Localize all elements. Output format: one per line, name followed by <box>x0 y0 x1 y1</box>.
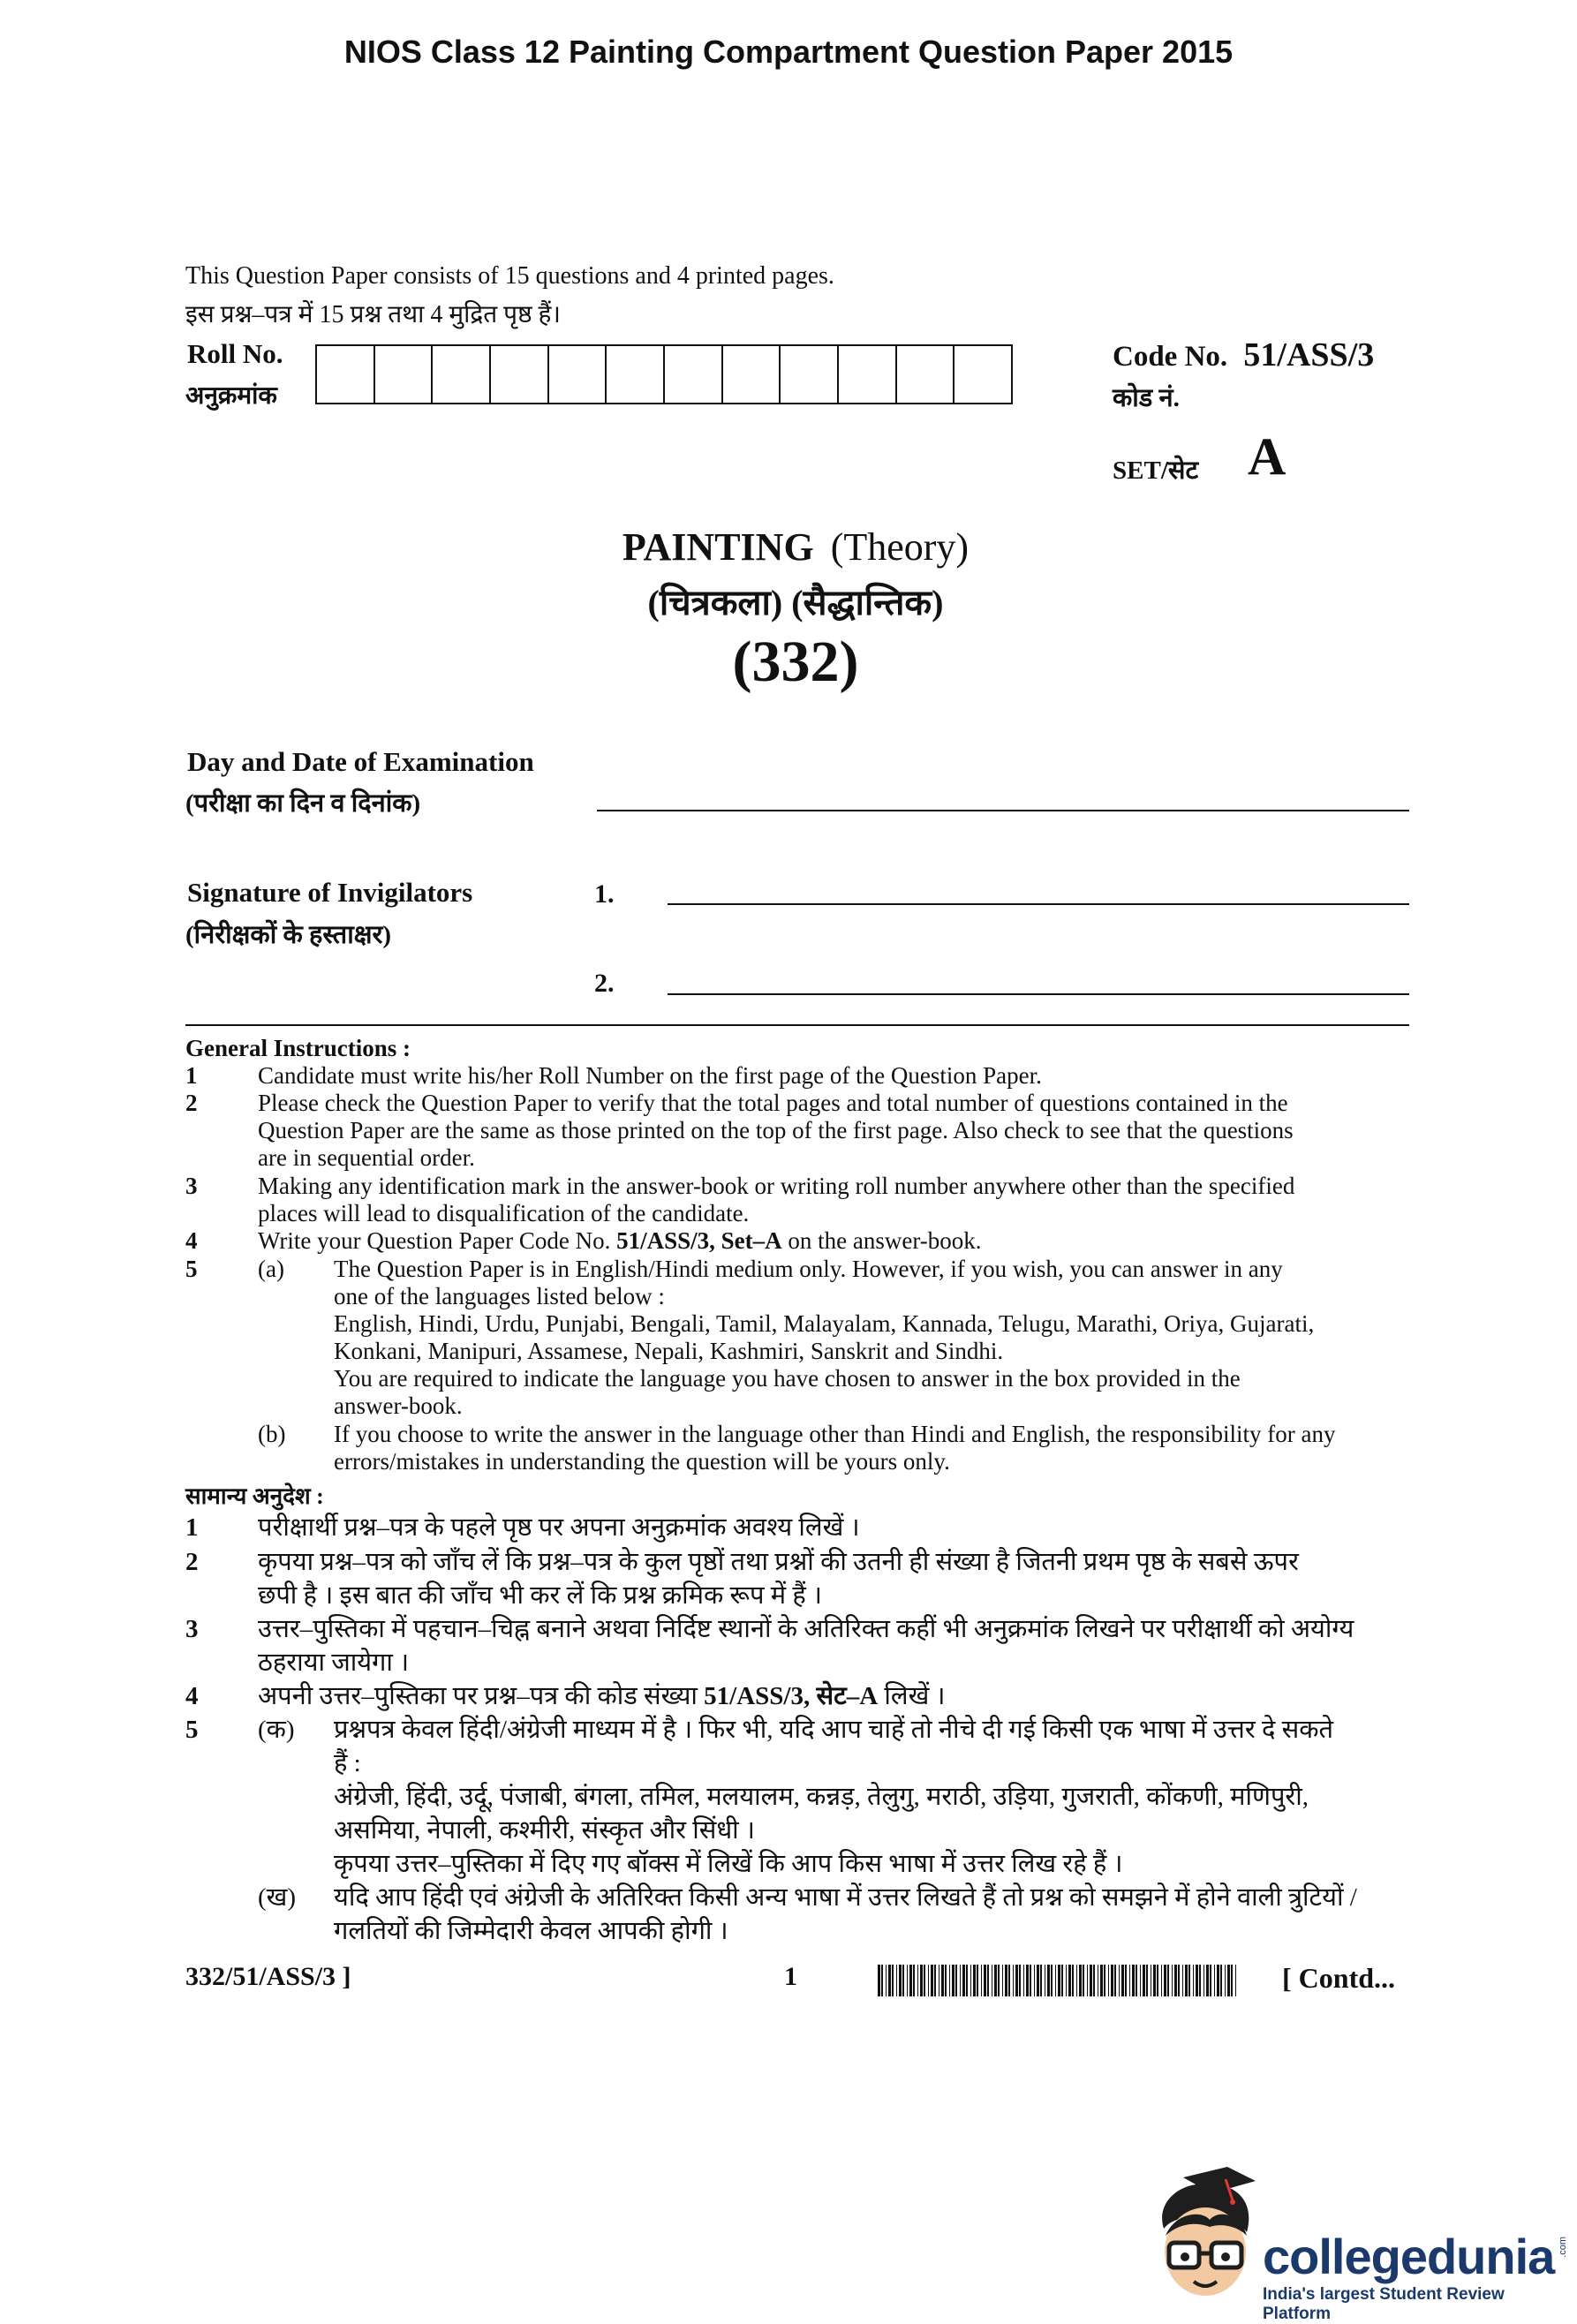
barcode-bar <box>907 1965 908 1996</box>
instruction-text: Question Paper are the same as those printed on the top of the first page. Also check to see that the questions <box>258 1117 1294 1143</box>
barcode-bar <box>1121 1965 1124 1996</box>
subject-type: (Theory) <box>830 525 970 569</box>
roll-box <box>723 346 781 403</box>
instruction-text: अपनी उत्तर–पुस्तिका पर प्रश्न–पत्र की कोड संख्या <box>258 1682 698 1710</box>
exam-date-line <box>597 810 1409 811</box>
roll-box <box>954 346 1011 403</box>
instruction-text: Konkani, Manipuri, Assamese, Nepali, Kashmiri, Sanskrit and Sindhi. <box>334 1338 1004 1364</box>
general-instructions-heading-hindi: सामान्य अनुदेश : <box>185 1483 324 1509</box>
barcode-bar <box>1196 1965 1198 1996</box>
barcode-bar <box>1100 1965 1103 1996</box>
barcode-bar <box>1093 1965 1095 1996</box>
instruction-text: The Question Paper is in English/Hindi medium only. However, if you wish, you can answer in any <box>334 1256 1283 1282</box>
instruction-sub-tag: (a) <box>258 1256 284 1282</box>
instruction-code: 51/ASS/3, सेट–A <box>704 1682 879 1710</box>
instruction-number: 2 <box>185 1090 198 1116</box>
signature-number-2: 2. <box>594 969 615 998</box>
barcode-bar <box>1015 1965 1018 1996</box>
barcode-bar <box>1157 1965 1158 1996</box>
barcode-bar <box>1108 1965 1109 1996</box>
barcode-bar <box>962 1965 965 1996</box>
barcode-bar <box>1210 1965 1211 1996</box>
instruction-text: Please check the Question Paper to verify that the total pages and total number of questions contained in the <box>258 1090 1288 1116</box>
barcode-bar <box>941 1965 944 1996</box>
page-title: NIOS Class 12 Painting Compartment Question Paper 2015 <box>343 34 1234 70</box>
subject-title: PAINTING <box>622 525 814 569</box>
barcode-bar <box>1023 1965 1024 1996</box>
footer-contd: [ Contd... <box>1282 1962 1396 1994</box>
instruction-text: errors/mistakes in understanding the question will be yours only. <box>334 1448 950 1475</box>
barcode-bar <box>1068 1965 1071 1996</box>
instruction-text: परीक्षार्थी प्रश्न–पत्र के पहले पृष्ठ पर अपना अनुक्रमांक अवश्य लिखें । <box>258 1513 860 1542</box>
barcode-bar <box>977 1965 978 1996</box>
instruction-text: लिखें । <box>884 1682 946 1710</box>
barcode-bar <box>1061 1965 1063 1996</box>
instruction-line <box>258 1680 1410 1713</box>
instruction-number: 5 <box>185 1256 198 1282</box>
barcode-bar <box>952 1965 954 1996</box>
barcode-bar <box>984 1965 986 1996</box>
set-value: A <box>1248 427 1286 486</box>
barcode-bar <box>1164 1965 1166 1996</box>
barcode-bar <box>1146 1965 1148 1996</box>
barcode-bar <box>913 1965 915 1996</box>
subject-hindi: (चित्रकला) (सैद्धान्तिक) <box>647 583 944 622</box>
roll-box <box>839 346 897 403</box>
instruction-text: अंग्रेजी, हिंदी, उर्दू, पंजाबी, बंगला, तमिल, मलयालम, कन्नड़, तेलुगु, मराठी, उड़िया, गुजराती, कोंकणी, मणिपुरी, <box>334 1783 1309 1811</box>
barcode-bar <box>1227 1965 1230 1996</box>
instruction-text: गलतियों की जिम्मेदारी केवल आपकी होगी । <box>334 1917 728 1945</box>
instruction-text: answer-book. <box>334 1392 463 1419</box>
instruction-number: 3 <box>185 1173 198 1199</box>
barcode-bar <box>945 1965 947 1996</box>
signature-label: Signature of Invigilators <box>187 877 473 908</box>
barcode-bar <box>1034 1965 1035 1996</box>
barcode-bar <box>1235 1965 1236 1996</box>
barcode-bar <box>1019 1965 1021 1996</box>
instruction-text: ठहराया जायेगा । <box>258 1649 410 1677</box>
instruction-text: You are required to indicate the language you have chosen to answer in the box provided in the <box>334 1365 1241 1392</box>
barcode-bar <box>966 1965 968 1996</box>
barcode-bar <box>1217 1965 1219 1996</box>
instruction-text: Making any identification mark in the answer-book or writing roll number anywhere other than the specified <box>258 1173 1295 1199</box>
instruction-text: one of the languages listed below : <box>334 1283 665 1309</box>
barcode-bar <box>886 1965 887 1996</box>
barcode-bar <box>1026 1965 1029 1996</box>
general-instructions-heading: General Instructions : <box>185 1035 411 1061</box>
instruction-number: 1 <box>185 1513 199 1542</box>
instruction-text: are in sequential order. <box>258 1144 475 1171</box>
barcode-bar <box>1119 1965 1120 1996</box>
instruction-text: Write your Question Paper Code No. <box>258 1227 611 1254</box>
barcode-bar <box>1090 1965 1092 1996</box>
barcode-bar <box>1140 1965 1141 1996</box>
barcode-bar <box>1182 1965 1183 1996</box>
barcode-bar <box>1231 1965 1233 1996</box>
barcode-bar <box>1030 1965 1031 1996</box>
roll-box <box>375 346 434 403</box>
barcode-bar <box>1167 1965 1169 1996</box>
barcode-bar <box>1199 1965 1201 1996</box>
instruction-sub-tag: (क) <box>258 1716 295 1744</box>
instruction-text: places will lead to disqualification of the candidate. <box>258 1200 750 1226</box>
intro-english: This Question Paper consists of 15 questions and 4 printed pages. <box>185 262 834 290</box>
barcode-bar <box>902 1965 904 1996</box>
barcode-bar <box>1104 1965 1105 1996</box>
barcode-bar <box>973 1965 976 1996</box>
signature-line-1 <box>668 903 1409 905</box>
barcode-bar <box>1076 1965 1077 1996</box>
barcode-bar <box>896 1965 897 1996</box>
barcode-bar <box>1153 1965 1156 1996</box>
instruction-text: English, Hindi, Urdu, Punjabi, Bengali, Tamil, Malayalam, Kannada, Telugu, Marathi, Oriya, Gujarati, <box>334 1310 1315 1337</box>
barcode-bar <box>1058 1965 1060 1996</box>
barcode-bar <box>1072 1965 1074 1996</box>
instruction-text: on the answer-book. <box>788 1227 982 1254</box>
barcode-bar <box>1178 1965 1180 1996</box>
logo-wordmark: collegedunia <box>1263 2229 1555 2284</box>
roll-box <box>317 346 375 403</box>
barcode-bar <box>917 1965 918 1996</box>
instruction-sub-tag: (b) <box>258 1421 286 1447</box>
barcode-bar <box>1225 1965 1226 1996</box>
subject-code: (332) <box>732 630 859 694</box>
barcode-bar <box>1129 1965 1130 1996</box>
barcode-bar <box>981 1965 982 1996</box>
instruction-text: छपी है । इस बात की जाँच भी कर लें कि प्रश्न क्रमिक रूप में हैं । <box>258 1581 822 1610</box>
barcode-bar <box>1083 1965 1084 1996</box>
barcode-bar <box>1188 1965 1190 1996</box>
instruction-number: 4 <box>185 1682 199 1710</box>
roll-number-boxes <box>315 344 1013 404</box>
barcode-bar <box>1040 1965 1042 1996</box>
instruction-text: If you choose to write the answer in the language other than Hindi and English, the responsibility for any <box>334 1421 1336 1447</box>
roll-box <box>897 346 955 403</box>
logo-dotcom: .com <box>1558 2237 1568 2258</box>
barcode-bar <box>1185 1965 1188 1996</box>
barcode-bar <box>1143 1965 1145 1996</box>
roll-box <box>781 346 839 403</box>
section-divider <box>185 1024 1409 1026</box>
code-label-hindi: कोड नं. <box>1113 384 1180 412</box>
signature-number-1: 1. <box>594 879 615 909</box>
student-mascot-icon <box>1148 2165 1263 2315</box>
instruction-text: असमिया, नेपाली, कश्मीरी, संस्कृत और सिंधी । <box>334 1816 755 1845</box>
instruction-number: 1 <box>185 1062 198 1089</box>
barcode-bar <box>1193 1965 1194 1996</box>
code-block <box>1113 336 1374 374</box>
roll-label-hindi: अनुक्रमांक <box>185 382 277 410</box>
instruction-text: कृपया प्रश्न–पत्र को जाँच लें कि प्रश्न–पत्र के कुल पृष्ठों तथा प्रश्नों की उतनी ही संख्या है जितनी प्रथम पृष्ठ के सबसे ऊपर <box>258 1548 1299 1576</box>
barcode-bar <box>1125 1965 1127 1996</box>
barcode-bar <box>892 1965 894 1996</box>
barcode-bar <box>1136 1965 1137 1996</box>
barcode-bar <box>924 1965 925 1996</box>
barcode-bar <box>1206 1965 1209 1996</box>
subject-title-line <box>487 524 1105 570</box>
barcode-bar <box>878 1965 880 1996</box>
signature-label-hindi: (निरीक्षकों के हस्ताक्षर) <box>185 921 392 949</box>
instruction-number: 4 <box>185 1227 198 1254</box>
barcode-bar <box>1172 1965 1173 1996</box>
barcode-bar <box>1087 1965 1088 1996</box>
roll-box <box>549 346 607 403</box>
barcode-bar <box>1174 1965 1177 1996</box>
barcode-bar <box>1013 1965 1014 1996</box>
instruction-number: 3 <box>185 1615 199 1643</box>
instruction-line <box>258 1227 1410 1255</box>
barcode-bar <box>998 1965 1000 1996</box>
set-label: SET/सेट <box>1113 456 1199 485</box>
barcode-bar <box>881 1965 883 1996</box>
barcode-bar <box>934 1965 936 1996</box>
exam-date-label-hindi: (परीक्षा का दिन व दिनांक) <box>185 789 421 818</box>
instruction-sub-tag: (ख) <box>258 1883 297 1912</box>
barcode-bar <box>1111 1965 1113 1996</box>
barcode-bar <box>920 1965 923 1996</box>
barcode-bar <box>994 1965 997 1996</box>
barcode-bar <box>1079 1965 1082 1996</box>
exam-date-label: Day and Date of Examination <box>187 746 534 777</box>
barcode-bar <box>1132 1965 1135 1996</box>
barcode-bar <box>899 1965 902 1996</box>
barcode-bar <box>1114 1965 1116 1996</box>
barcode-bar <box>909 1965 912 1996</box>
barcode-bar <box>1161 1965 1162 1996</box>
barcode-bar <box>928 1965 929 1996</box>
barcode-bar <box>960 1965 961 1996</box>
code-label: Code No. <box>1113 341 1228 373</box>
roll-box <box>491 346 549 403</box>
footer-code: 332/51/ASS/3 ] <box>185 1962 351 1991</box>
barcode-bar <box>1002 1965 1003 1996</box>
barcode-bar <box>949 1965 950 1996</box>
barcode-bar <box>1220 1965 1222 1996</box>
barcode-bar <box>1214 1965 1215 1996</box>
instruction-text: Candidate must write his/her Roll Number on the first page of the Question Paper. <box>258 1062 1042 1089</box>
instruction-number: 2 <box>185 1548 199 1576</box>
roll-box <box>607 346 665 403</box>
footer-page-number: 1 <box>784 1962 797 1991</box>
intro-hindi: इस प्रश्न–पत्र में 15 प्रश्न तथा 4 मुद्रित पृष्ठ हैं। <box>185 301 562 328</box>
barcode-bar <box>888 1965 891 1996</box>
barcode-bar <box>1055 1965 1056 1996</box>
roll-box <box>433 346 491 403</box>
signature-line-2 <box>668 993 1409 995</box>
barcode-bar <box>1005 1965 1007 1996</box>
code-value: 51/ASS/3 <box>1243 336 1375 374</box>
roll-box <box>665 346 723 403</box>
instruction-number: 5 <box>185 1716 199 1744</box>
instruction-text: यदि आप हिंदी एवं अंग्रेजी के अतिरिक्त किसी अन्य भाषा में उत्तर लिखते हैं तो प्रश्न को समझने में होने वाली त्रुटियों / <box>334 1883 1357 1912</box>
instruction-text: कृपया उत्तर–पुस्तिका में दिए गए बॉक्स में लिखें कि आप किस भाषा में उत्तर लिख रहे हैं । <box>334 1850 1123 1878</box>
logo-tagline: India's largest Student Review Platform <box>1263 2285 1505 2323</box>
barcode-bar <box>1047 1965 1050 1996</box>
instruction-text: प्रश्नपत्र केवल हिंदी/अंग्रेजी माध्यम में है । फिर भी, यदि आप चाहें तो नीचे दी गई किसी एक भाषा में उत्तर दे सकते <box>334 1716 1334 1744</box>
barcode-bar <box>1008 1965 1010 1996</box>
barcode <box>878 1965 1240 1996</box>
barcode-bar <box>1037 1965 1039 1996</box>
instruction-text: हैं : <box>334 1749 361 1777</box>
barcode-bar <box>987 1965 989 1996</box>
instruction-code: 51/ASS/3, Set–A <box>616 1227 782 1254</box>
barcode-bar <box>970 1965 971 1996</box>
roll-label: Roll No. <box>187 338 283 369</box>
barcode-bar <box>1051 1965 1053 1996</box>
instruction-text: उत्तर–पुस्तिका में पहचान–चिह्न बनाने अथवा निर्दिष्ट स्थानों के अतिरिक्त कहीं भी अनुक्रमांक लिखने पर परीक्षार्थी को अयोग्य <box>258 1615 1354 1643</box>
barcode-bar <box>931 1965 933 1996</box>
barcode-bar <box>1066 1965 1067 1996</box>
barcode-bar <box>955 1965 957 1996</box>
